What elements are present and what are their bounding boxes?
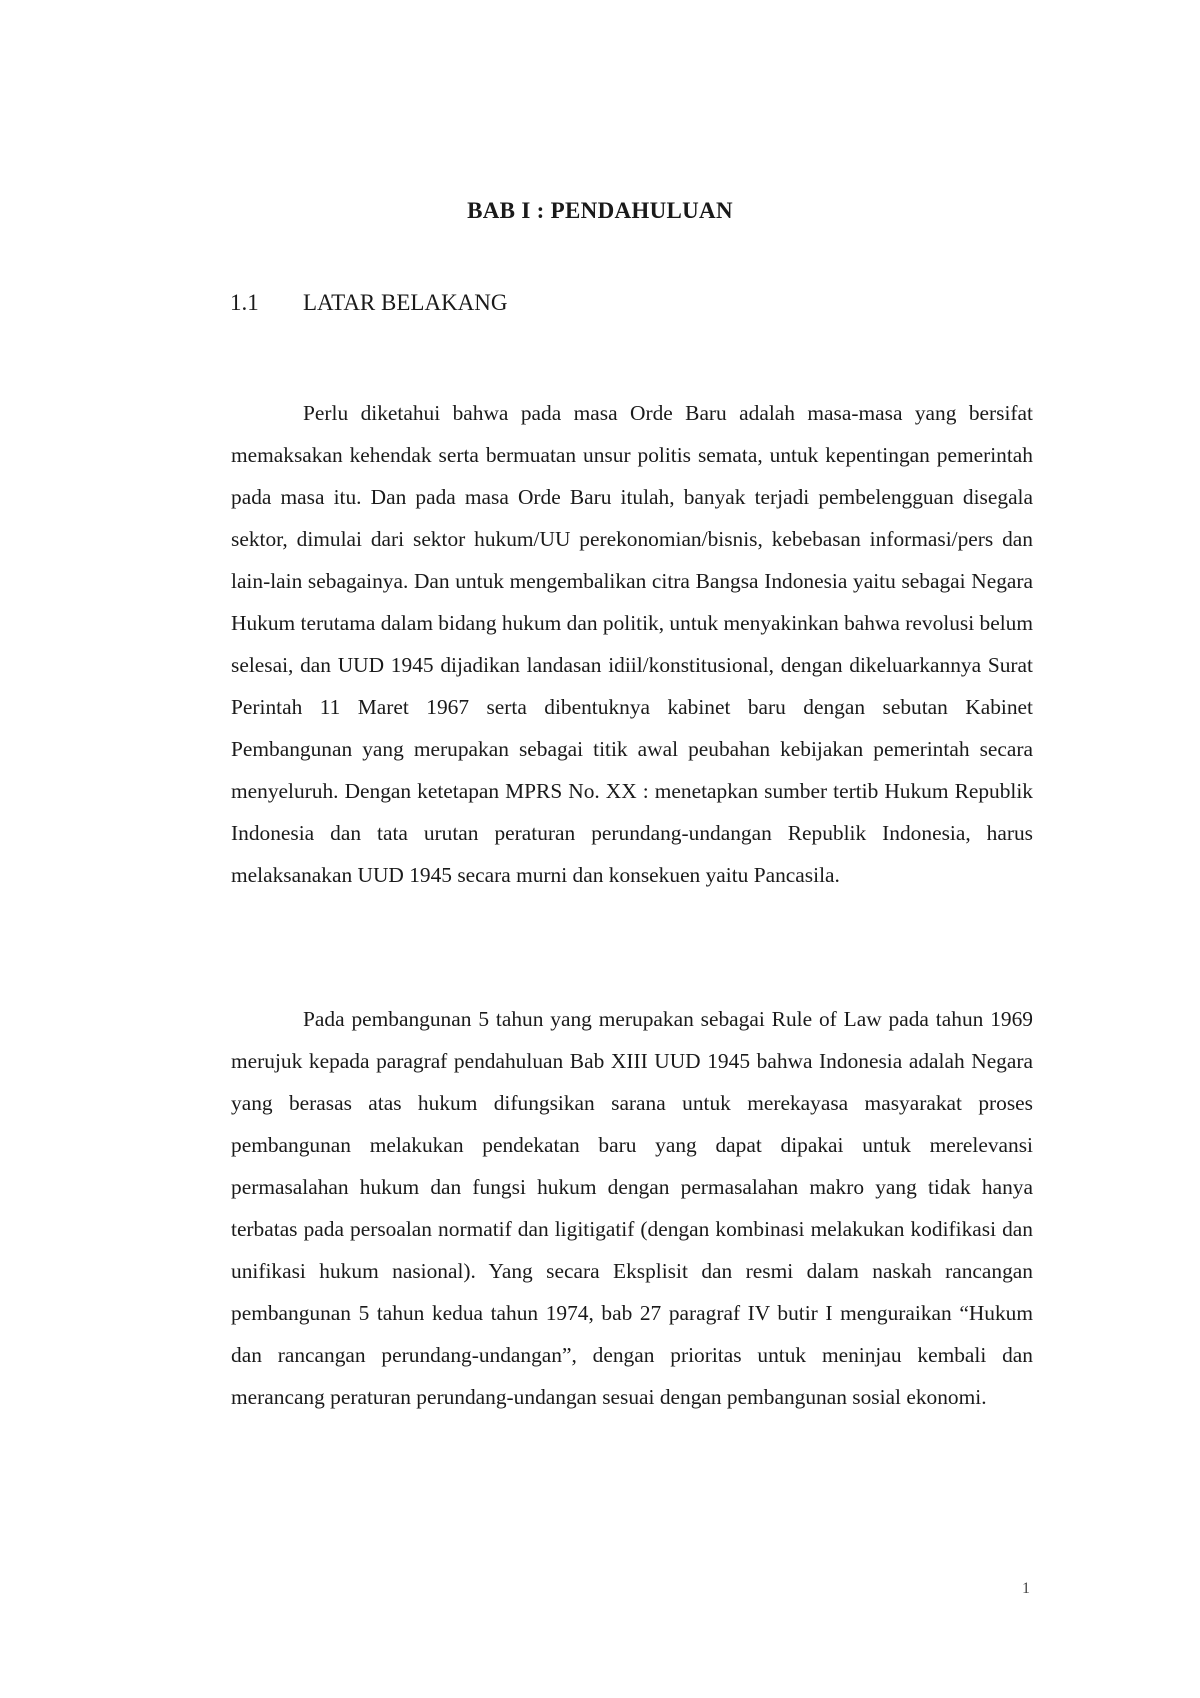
body-paragraph: Perlu diketahui bahwa pada masa Orde Baru adalah masa-masa yang bersifat memaksakan kehendak serta bermuatan unsur politis semata, untuk kepentingan pemerintah pada masa itu. Dan pada masa Orde Baru itulah, banyak terjadi pembelengguan disegala sektor, dimulai dari sektor hukum/UU perekonomian/bisnis, kebebasan informasi/pers dan lain-lain sebagainya. Dan untuk mengembalikan citra Bangsa Indonesia yaitu sebagai Negara Hukum terutama dalam bidang hukum dan politik, untuk menyakinkan bahwa revolusi belum selesai, dan UUD 1945 dijadikan landasan idiil/konstitusional, dengan dikeluarkannya Surat Perintah 11 Maret 1967 serta dibentuknya kabinet baru dengan sebutan Kabinet Pembangunan yang merupakan sebagai titik awal peubahan kebijakan pemerintah secara menyeluruh. Dengan ketetapan MPRS No. XX : menetapkan sumber tertib Hukum Republik Indonesia dan tata urutan peraturan perundang-undangan Republik Indonesia, harus melaksanakan UUD 1945 secara murni dan konsekuen yaitu Pancasila. <box>231 401 1033 887</box>
page-number: 1 <box>1022 1580 1030 1597</box>
section-heading <box>230 290 508 316</box>
section-title: LATAR BELAKANG <box>303 290 508 315</box>
body-paragraph: Pada pembangunan 5 tahun yang merupakan sebagai Rule of Law pada tahun 1969 merujuk kepada paragraf pendahuluan Bab XIII UUD 1945 bahwa Indonesia adalah Negara yang berasas atas hukum difungsikan sarana untuk merekayasa masyarakat proses pembangunan melakukan pendekatan baru yang dapat dipakai untuk merelevansi permasalahan hukum dan fungsi hukum dengan permasalahan makro yang tidak hanya terbatas pada persoalan normatif dan ligitigatif (dengan kombinasi melakukan kodifikasi dan unifikasi hukum nasional). Yang secara Eksplisit dan resmi dalam naskah rancangan pembangunan 5 tahun kedua tahun 1974, bab 27 paragraf IV butir I menguraikan “Hukum dan rancangan perundang-undangan”, dengan prioritas untuk meninjau kembali dan merancang peraturan perundang-undangan sesuai dengan pembangunan sosial ekonomi. <box>231 1007 1033 1409</box>
chapter-title: BAB I : PENDAHULUAN <box>467 198 733 223</box>
section-number: 1.1 <box>230 290 259 315</box>
